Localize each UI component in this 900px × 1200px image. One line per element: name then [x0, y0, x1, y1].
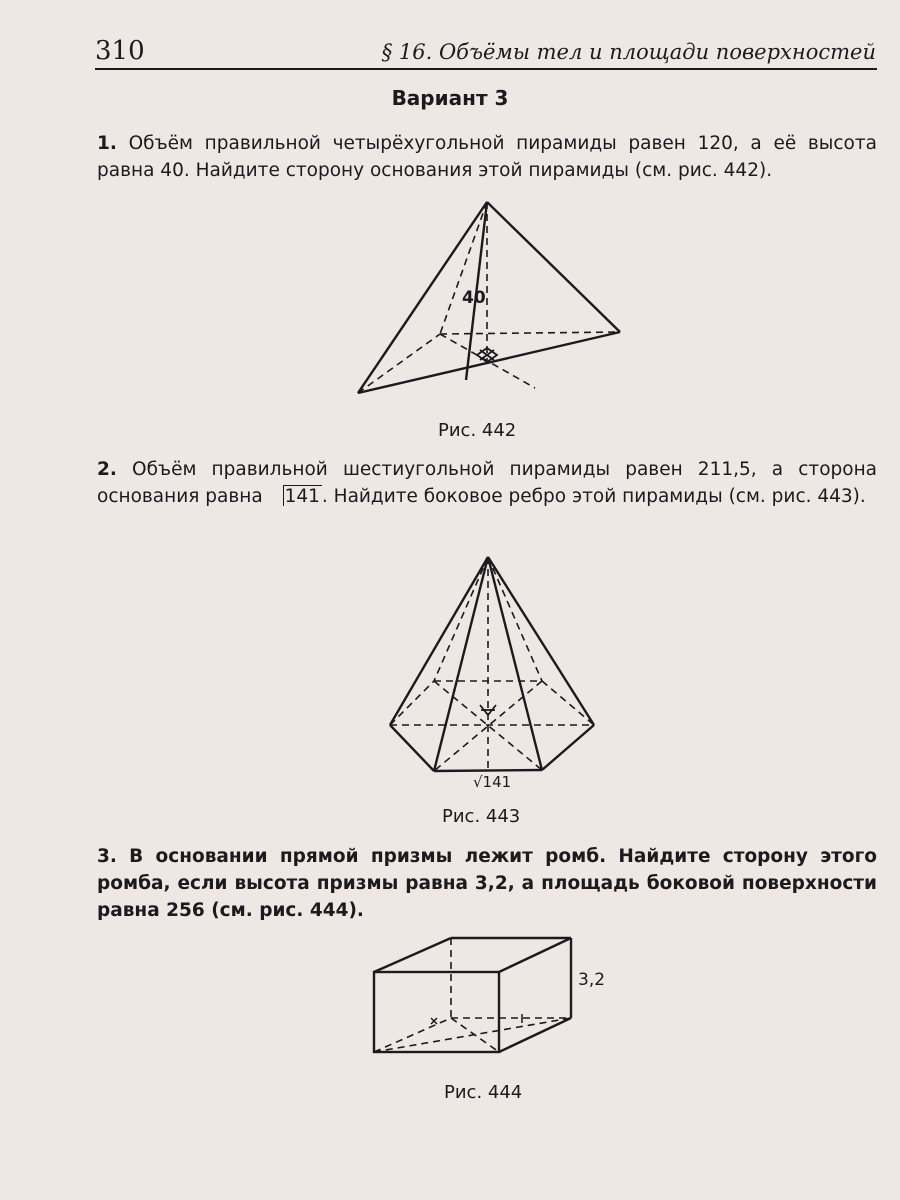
header-rule — [95, 68, 877, 70]
problem-1-text: Объём правильной четырёхугольной пирамиды равен 120, а её высота равна 40. Найдите сторону основания этой пирамиды (см. рис. 442). — [97, 133, 877, 181]
height-label: 40 — [462, 288, 486, 308]
edge-apex-right — [487, 202, 620, 332]
edge-base-back — [440, 332, 620, 334]
problem-2-text-after: . Найдите боковое ребро этой пирамиды (см. рис. 443). — [321, 486, 866, 507]
base-diagonal — [358, 332, 620, 393]
side-label: √141 — [473, 773, 512, 791]
problem-3-text: В основании прямой призмы лежит ромб. Найдите сторону этого ромба, если высота призмы равна 3,2, а площадь боковой поверхности равна 256 (см. рис. 444). — [97, 846, 877, 921]
figure-443-hexagonal-pyramid — [380, 545, 610, 795]
variant-title: Вариант 3 — [391, 86, 509, 110]
hex-pyramid-solid-edges — [390, 557, 594, 771]
pyramid-hidden-edges — [358, 202, 620, 393]
running-head: § 16. Объёмы тел и площади поверхностей — [381, 40, 876, 64]
sqrt-expression — [269, 483, 322, 510]
problem-1 — [97, 130, 877, 184]
radicand: 141 — [284, 486, 320, 507]
prism-hidden-edges — [374, 938, 571, 1052]
caption-443: Рис. 443 — [442, 806, 521, 827]
problem-2 — [97, 456, 877, 510]
problem-2-number: 2. — [97, 459, 117, 480]
prism-tick-marks — [431, 1014, 522, 1024]
prism-front-face — [374, 972, 499, 1052]
problem-2-text-before: Объём правильной шестиугольной пирамиды равен 211,5, а сторона основания равна — [97, 459, 878, 507]
problem-1-number: 1. — [97, 133, 117, 154]
problem-3 — [97, 843, 877, 924]
problem-3-number: 3. — [97, 846, 117, 867]
figure-442-square-pyramid — [340, 190, 640, 415]
caption-442: Рис. 442 — [438, 420, 517, 441]
prism-height-label: 3,2 — [578, 970, 606, 990]
caption-444: Рис. 444 — [444, 1082, 523, 1103]
figure-444-rhombic-prism — [365, 930, 625, 1060]
page-number: 310 — [95, 36, 145, 66]
hex-pyramid-hidden-edges — [390, 557, 594, 771]
